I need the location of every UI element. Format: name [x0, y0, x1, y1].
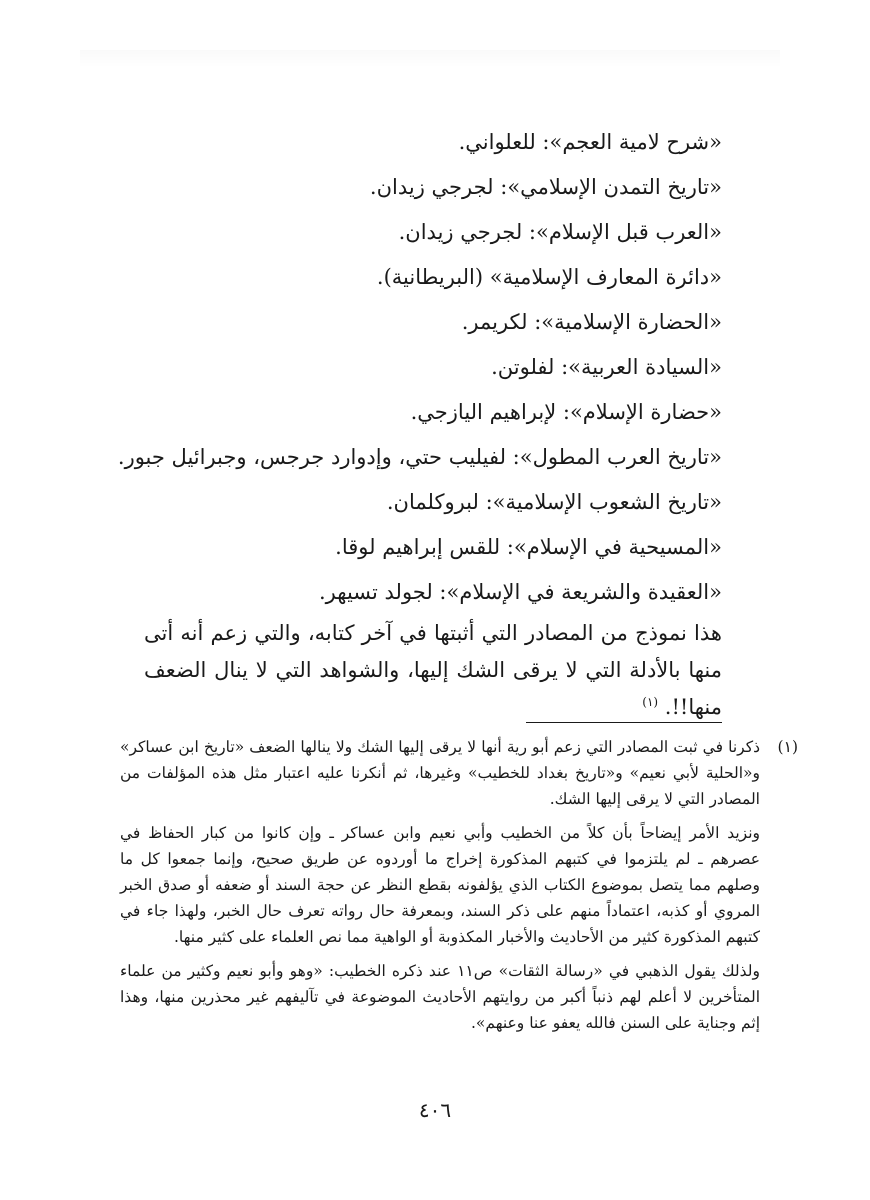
- footnote-block: [120, 958, 760, 1036]
- list-item: «تاريخ العرب المطول»: لفيليب حتي، وإدوارد جرجس، وجبرائيل جبور.: [117, 445, 722, 469]
- list-item: «حضارة الإسلام»: لإبراهيم اليازجي.: [410, 400, 722, 424]
- footnotes: [120, 734, 798, 1044]
- page-number: ٤٠٦: [418, 1098, 452, 1122]
- list-item: «العرب قبل الإسلام»: لجرجي زيدان.: [398, 220, 722, 244]
- list-item: «شرح لامية العجم»: للعلواني.: [458, 130, 722, 154]
- footnote-block: [120, 820, 760, 950]
- scan-shadow: [80, 50, 780, 68]
- footnote-divider: [526, 722, 722, 723]
- footnote-block: [120, 734, 798, 812]
- list-item: «تاريخ التمدن الإسلامي»: لجرجي زيدان.: [369, 175, 722, 199]
- footnote-text: ونزيد الأمر إيضاحاً بأن كلاً من الخطيب وأبي نعيم وابن عساكر ـ وإن كانوا من كبار الحفاظ في عصرهم ـ لم يلتزموا في كتبهم المذكورة إخراج ما أوردوه عن طريق صحيح، وإنما جمعوا كل ما وصلهم مما يتصل بموضوع الكتاب الذي يؤلفونه بقطع النظر عن حجة السند أو ضعفه أو صدق الخبر المروي أو كذبه، اعتماداً منهم على ذكر السند، وبمعرفة حال رواته تعرف حال الخبر، ولهذا جاء في كتبهم المذكورة كثير من الأحاديث والأخبار المكذوبة أو الواهية مما نص العلماء على كثير منها.: [120, 824, 760, 946]
- sources-list: [117, 120, 722, 615]
- list-item: «العقيدة والشريعة في الإسلام»: لجولد تسيهر.: [319, 580, 722, 604]
- list-item: «دائرة المعارف الإسلامية» (البريطانية).: [376, 265, 722, 289]
- paragraph-text: هذا نموذج من المصادر التي أثبتها في آخر كتابه، والتي زعم أنه أتى منها بالأدلة التي لا يرقى الشك إليها، والشواهد التي لا ينال الضعف منها!!.: [144, 621, 722, 719]
- list-item: «تاريخ الشعوب الإسلامية»: لبروكلمان.: [386, 490, 722, 514]
- list-item: «السيادة العربية»: لفلوتن.: [491, 355, 722, 379]
- footnote-reference: (١): [642, 695, 659, 709]
- footnote-marker: (١): [777, 738, 798, 756]
- footnote-text: ولذلك يقول الذهبي في «رسالة الثقات» ص١١ عند ذكره الخطيب: «وهو وأبو نعيم وكثير من علماء المتأخرين لا أعلم لهم ذنباً أكبر من روايتهم الأحاديث الموضوعة في تآليفهم غير محذرين منها، وهذا إثم وجناية على السنن فالله يعفو عنا وعنهم».: [120, 962, 760, 1032]
- main-paragraph: [144, 615, 722, 726]
- footnote-text: ذكرنا في ثبت المصادر التي زعم أبو رية أنها لا يرقى إليها الشك ولا ينالها الضعف «تاريخ ابن عساكر» و«الحلية لأبي نعيم» و«تاريخ بغداد للخطيب» وغيرها، ثم أنكرنا عليه اعتبار مثل هذه المؤلفات من المصادر التي لا يرقى إليها الشك.: [120, 738, 760, 808]
- list-item: «الحضارة الإسلامية»: لكريمر.: [461, 310, 722, 334]
- list-item: «المسيحية في الإسلام»: للقس إبراهيم لوقا.: [335, 535, 722, 559]
